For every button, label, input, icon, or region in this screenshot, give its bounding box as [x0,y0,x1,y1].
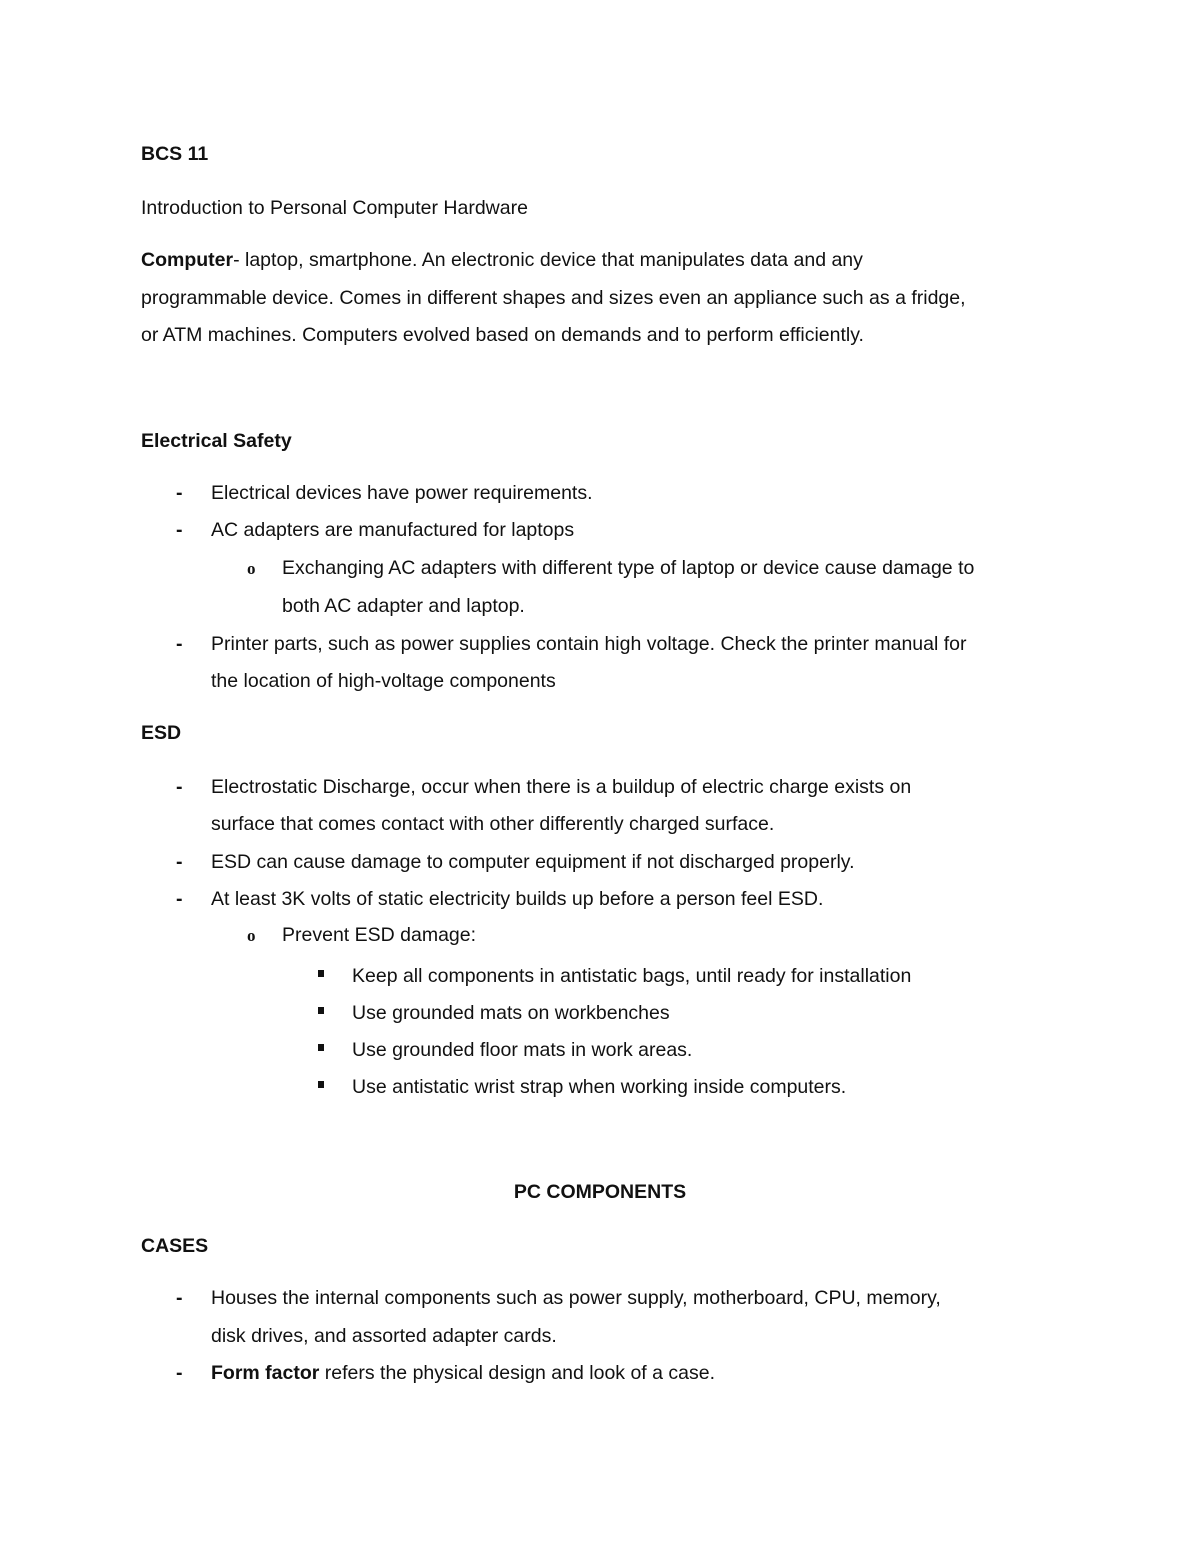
cases-item-2 [211,1361,715,1385]
bullet-dash: - [176,633,183,655]
electrical-safety-item-1: Electrical devices have power requirements. [211,482,593,504]
computer-definition-line-1 [141,248,863,272]
bullet-dash: - [176,519,183,541]
bullet-circle: o [247,559,256,578]
square-bullet-icon [318,1081,324,1088]
esd-item-1-line-1: Electrostatic Discharge, occur when there is a buildup of electric charge exists on [211,776,912,798]
esd-item-3: At least 3K volts of static electricity builds up before a person feel ESD. [211,888,824,910]
esd-prevent-item: Use antistatic wrist strap when working inside computers. [352,1076,847,1098]
cases-item-1-line-2: disk drives, and assorted adapter cards. [211,1325,557,1347]
computer-definition-line-2: programmable device. Comes in different shapes and sizes even an appliance such as a fridge, [141,287,966,309]
bullet-dash: - [176,776,183,798]
esd-heading: ESD [141,722,182,744]
electrical-safety-heading: Electrical Safety [141,430,292,452]
form-factor-definition: refers the physical design and look of a case. [319,1362,716,1384]
course-code: BCS 11 [141,143,209,165]
esd-item-1-line-2: surface that comes contact with other differently charged surface. [211,813,775,835]
esd-prevent-item: Use grounded floor mats in work areas. [352,1039,693,1061]
bullet-dash: - [176,1287,183,1309]
esd-prevent-item: Keep all components in antistatic bags, until ready for installation [352,965,912,987]
computer-term: Computer [141,249,234,271]
bullet-dash: - [176,888,183,910]
cases-item-1-line-1: Houses the internal components such as power supply, motherboard, CPU, memory, [211,1287,941,1309]
bullet-circle: o [247,926,256,945]
pc-components-title: PC COMPONENTS [513,1181,687,1203]
form-factor-term: Form factor [211,1362,320,1384]
bullet-dash: - [176,482,183,504]
square-bullet-icon [318,1044,324,1051]
esd-prevent-item: Use grounded mats on workbenches [352,1002,670,1024]
electrical-safety-subitem-line-2: both AC adapter and laptop. [282,595,525,617]
esd-prevent-heading: Prevent ESD damage: [282,924,477,946]
document-subtitle: Introduction to Personal Computer Hardware [141,197,528,219]
computer-definition-text: - laptop, smartphone. An electronic device that manipulates data and any [233,249,863,271]
electrical-safety-item-3-line-2: the location of high-voltage components [211,670,556,692]
square-bullet-icon [318,970,324,977]
square-bullet-icon [318,1007,324,1014]
cases-heading: CASES [141,1235,209,1257]
bullet-dash: - [176,1362,183,1384]
esd-item-2: ESD can cause damage to computer equipment if not discharged properly. [211,851,855,873]
electrical-safety-item-2: AC adapters are manufactured for laptops [211,519,575,541]
electrical-safety-subitem-line-1: Exchanging AC adapters with different type of laptop or device cause damage to [282,557,975,579]
bullet-dash: - [176,851,183,873]
computer-definition-line-3: or ATM machines. Computers evolved based on demands and to perform efficiently. [141,324,864,346]
electrical-safety-item-3-line-1: Printer parts, such as power supplies contain high voltage. Check the printer manual for [211,633,967,655]
